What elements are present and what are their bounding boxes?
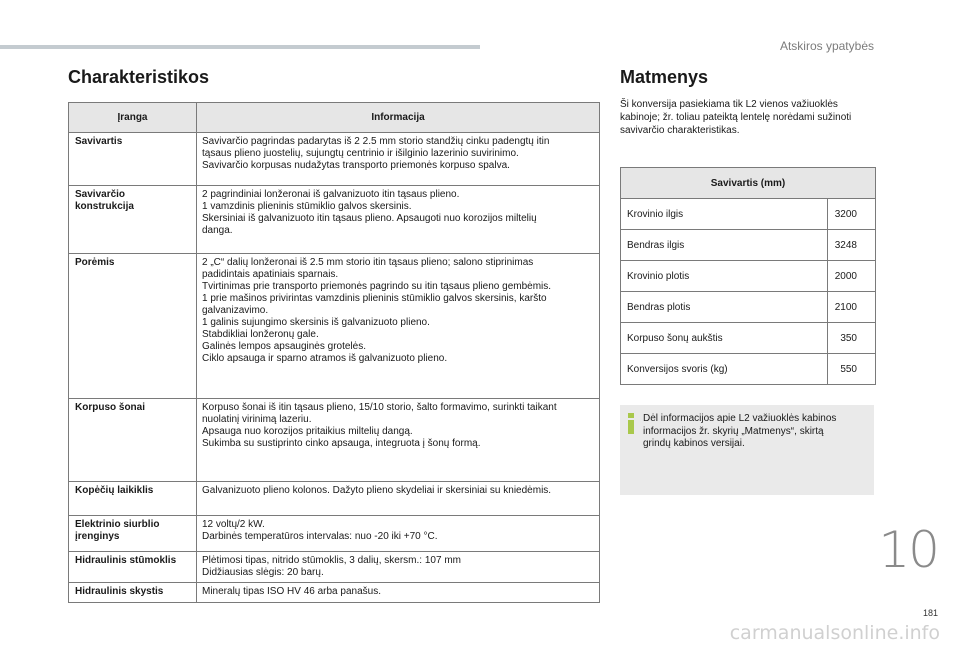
table-row bbox=[69, 133, 600, 186]
info-icon bbox=[627, 413, 635, 434]
dimension-label: Bendras ilgis bbox=[621, 230, 828, 261]
row-key: Korpuso šonai bbox=[69, 399, 197, 482]
characteristics-table bbox=[68, 102, 600, 603]
table-row bbox=[621, 261, 876, 292]
dimension-value: 350 bbox=[828, 323, 876, 354]
table-row bbox=[69, 552, 600, 583]
dimension-value: 2000 bbox=[828, 261, 876, 292]
table-row bbox=[621, 292, 876, 323]
table-row bbox=[69, 516, 600, 552]
dimension-value: 550 bbox=[828, 354, 876, 385]
table-row bbox=[69, 399, 600, 482]
row-key: Savivarčio konstrukcija bbox=[69, 186, 197, 254]
row-value: Plėtimosi tipas, nitrido stūmoklis, 3 dalių, skersm.: 107 mm Didžiausias slėgis: 20 barų. bbox=[197, 552, 600, 583]
dimension-label: Krovinio ilgis bbox=[621, 199, 828, 230]
dimension-value: 2100 bbox=[828, 292, 876, 323]
top-decorative-bar bbox=[0, 45, 480, 49]
column-header-equipment: Įranga bbox=[69, 103, 197, 133]
dimension-label: Korpuso šonų aukštis bbox=[621, 323, 828, 354]
column-header-information: Informacija bbox=[197, 103, 600, 133]
dimension-label: Krovinio plotis bbox=[621, 261, 828, 292]
table-header-row bbox=[69, 103, 600, 133]
watermark: carmanualsonline.info bbox=[729, 622, 940, 644]
row-key: Elektrinio siurblio įrenginys bbox=[69, 516, 197, 552]
dimension-value: 3200 bbox=[828, 199, 876, 230]
table-row bbox=[621, 354, 876, 385]
row-value: 12 voltų/2 kW. Darbinės temperatūros intervalas: nuo -20 iki +70 °C. bbox=[197, 516, 600, 552]
table-row bbox=[69, 186, 600, 254]
dimension-label: Bendras plotis bbox=[621, 292, 828, 323]
row-key: Kopėčių laikiklis bbox=[69, 482, 197, 516]
row-key: Hidraulinis skystis bbox=[69, 583, 197, 603]
table-row bbox=[621, 230, 876, 261]
row-key: Hidraulinis stūmoklis bbox=[69, 552, 197, 583]
table-row bbox=[69, 254, 600, 399]
dimensions-header: Savivartis (mm) bbox=[621, 168, 876, 199]
info-note bbox=[620, 405, 874, 495]
row-key: Savivartis bbox=[69, 133, 197, 186]
table-row bbox=[69, 482, 600, 516]
row-value: Mineralų tipas ISO HV 46 arba panašus. bbox=[197, 583, 600, 603]
row-key: Porėmis bbox=[69, 254, 197, 399]
chapter-number: 10 bbox=[878, 521, 938, 579]
info-note-text: Dėl informacijos apie L2 važiuoklės kabinos informacijos žr. skyrių „Matmenys“, skirtą grindų kabinos versijai. bbox=[643, 413, 837, 449]
dimensions-intro: Ši konversija pasiekiama tik L2 vienos važiuoklės kabinoje; žr. toliau pateiktą lentelę norėdami sužinoti savivarčio charakteristikas. bbox=[620, 99, 852, 136]
row-value: 2 „C“ dalių lonžeronai iš 2.5 mm storio itin tąsaus plieno; salono stiprinimas padidintais apatiniais sparnais. Tvirtinimas prie transporto priemonės pagrindo su itin tąsaus plieno gembėmis. 1 prie mašinos privirintas vamzdinis plieninis stūmiklio galvos skersinis, karšto galvanizavimo. 1 galinis sujungimo skersinis iš galvanizuoto plieno. Stabdikliai lonžeronų gale. Galinės lempos apsauginės grotelės. Ciklo apsauga ir sparno atramos iš galvanizuoto plieno. bbox=[197, 254, 600, 399]
row-value: 2 pagrindiniai lonžeronai iš galvanizuoto itin tąsaus plieno. 1 vamzdinis plieninis stūmiklio galvos skersinis. Skersiniai iš galvanizuoto itin tąsaus plieno. Apsaugoti nuo korozijos miltelių danga. bbox=[197, 186, 600, 254]
dimensions-table bbox=[620, 167, 876, 385]
dimension-label: Konversijos svoris (kg) bbox=[621, 354, 828, 385]
table-row bbox=[621, 199, 876, 230]
row-value: Savivarčio pagrindas padarytas iš 2 2.5 mm storio standžių cinku padengtų itin tąsaus plieno juostelių, sujungtų centrinio ir išilginio lazerinio suvirinimo. Savivarčio korpusas nudažytas transporto priemonės korpuso spalva. bbox=[197, 133, 600, 186]
row-value: Korpuso šonai iš itin tąsaus plieno, 15/10 storio, šalto formavimo, surinkti taikant nuolatinį virinimą lazeriu. Apsauga nuo korozijos pritaikius miltelių dangą. Sukimba su sustiprinto cinko apsauga, integruota į šonų formą. bbox=[197, 399, 600, 482]
dimension-value: 3248 bbox=[828, 230, 876, 261]
characteristics-title: Charakteristikos bbox=[68, 67, 210, 87]
table-row bbox=[69, 583, 600, 603]
dimensions-header-row bbox=[621, 168, 876, 199]
dimensions-title: Matmenys bbox=[620, 67, 709, 87]
section-label: Atskiros ypatybės bbox=[779, 39, 874, 53]
page-number: 181 bbox=[922, 608, 938, 618]
row-value: Galvanizuoto plieno kolonos. Dažyto plieno skydeliai ir skersiniai su kniedėmis. bbox=[197, 482, 600, 516]
table-row bbox=[621, 323, 876, 354]
